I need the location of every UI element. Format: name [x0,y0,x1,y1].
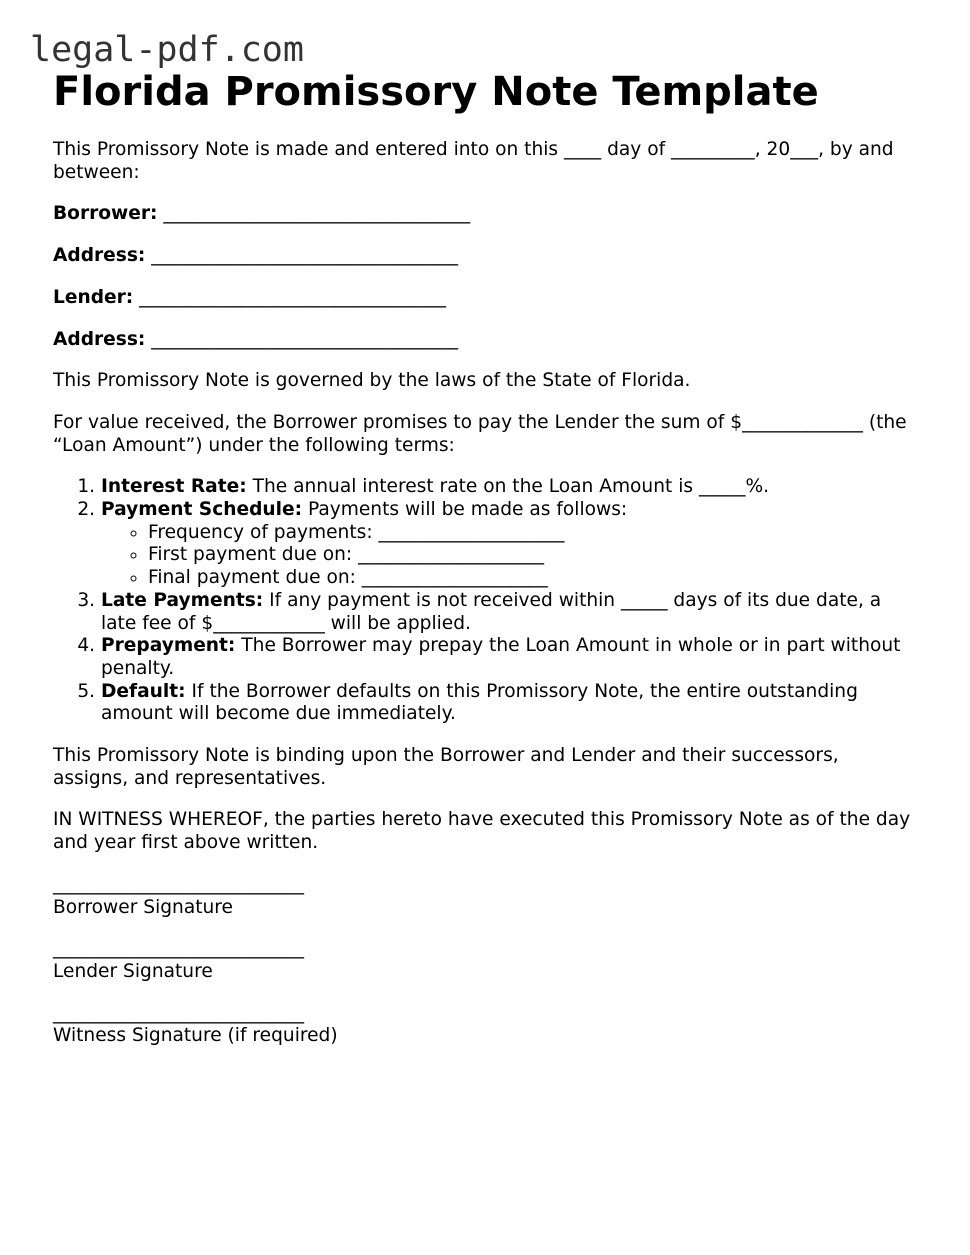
term-label: Late Payments: [101,589,264,611]
term-label: Interest Rate: [101,476,247,498]
lender-signature-block [53,938,913,983]
borrower-field [53,203,913,226]
borrower-blank: _________________________________ [163,203,471,225]
borrower-label: Borrower: [53,203,158,225]
term-text: If any payment is not received within _____ days of its due date, a late fee of $____________ will be applied. [101,589,882,634]
lender-address-blank: _________________________________ [151,328,459,350]
lender-address-label: Address: [53,328,146,350]
signature-label: Witness Signature (if required) [53,1025,338,1047]
document-page [53,68,913,1048]
document-title: Florida Promissory Note Template [53,69,819,115]
lender-label: Lender: [53,286,134,308]
lender-blank: _________________________________ [139,286,446,308]
term-label: Prepayment: [101,635,236,657]
term-text: The annual interest rate on the Loan Amount is _____%. [252,476,770,498]
signature-line: ___________________________ [53,873,305,895]
value-received-paragraph: For value received, the Borrower promises to pay the Lender the sum of $_____________ (the “Loan Amount”) under the following terms: [53,411,907,456]
term-interest-rate [101,476,913,499]
borrower-address-label: Address: [53,245,146,267]
binding-paragraph: This Promissory Note is binding upon the Borrower and Lender and their successors, assigns, and representatives. [53,745,839,789]
term-payment-schedule [101,499,913,590]
terms-list [53,476,913,726]
signature-line: ___________________________ [53,938,305,960]
lender-address-field [53,329,913,352]
term-text: Payments will be made as follows: [307,499,628,521]
term-label: Default: [101,680,186,702]
schedule-list [101,522,913,590]
borrower-address-field [53,245,913,268]
governing-law-paragraph: This Promissory Note is governed by the laws of the State of Florida. [53,370,691,392]
watermark: legal-pdf.com [30,30,304,70]
term-late-payments [101,590,913,635]
lender-field [53,287,913,310]
signature-label: Lender Signature [53,960,213,982]
intro-paragraph: This Promissory Note is made and entered into on this ____ day of _________, 20___, by and between: [53,139,894,183]
schedule-item: ◦ First payment due on: ____________________ [148,544,913,567]
schedule-item: ◦ Final payment due on: ____________________ [148,567,913,590]
term-text: The Borrower may prepay the Loan Amount in whole or in part without penalty. [101,635,901,679]
term-default [101,681,913,726]
witness-paragraph: IN WITNESS WHEREOF, the parties hereto have executed this Promissory Note as of the day and year first above written. [53,809,911,854]
term-label: Payment Schedule: [101,499,303,521]
term-text: If the Borrower defaults on this Promissory Note, the entire outstanding amount will become due immediately. [101,680,858,725]
witness-signature-block [53,1003,913,1048]
signature-line: ___________________________ [53,1002,305,1024]
borrower-address-blank: _________________________________ [151,245,459,267]
term-prepayment [101,635,913,680]
schedule-item: ◦ Frequency of payments: ____________________ [148,522,913,545]
signature-label: Borrower Signature [53,896,233,918]
borrower-signature-block [53,874,913,919]
